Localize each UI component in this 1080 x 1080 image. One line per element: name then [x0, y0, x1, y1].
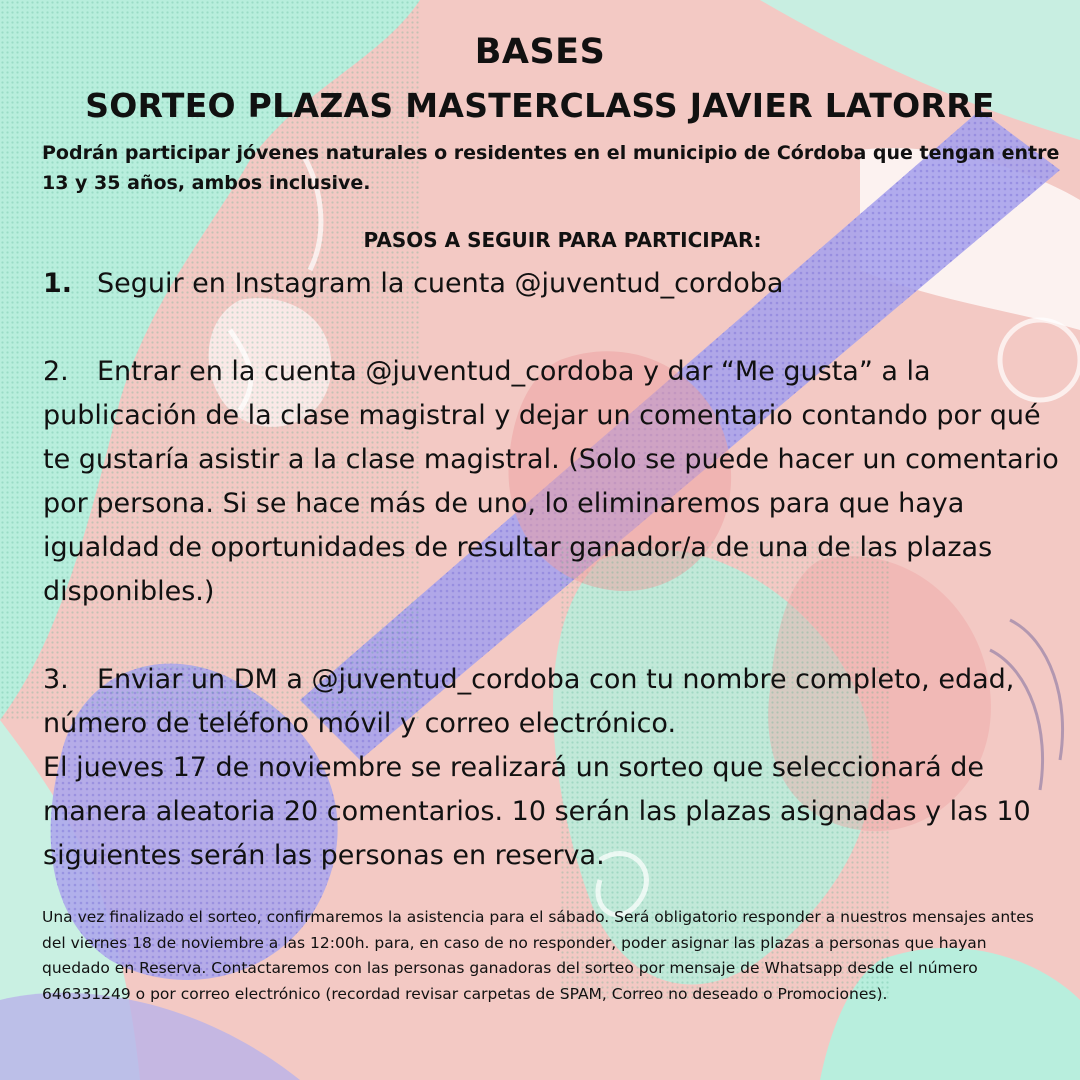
step-number: 3. [43, 664, 69, 695]
steps-heading: PASOS A SEGUIR PARA PARTICIPAR: [363, 228, 762, 252]
step-number: 2. [43, 356, 69, 387]
step-text: Entrar en la cuenta @juventud_cordoba y dar “Me gusta” a la publicación de la clase magistral y dejar un comentario contando por qué te gustaría asistir a la clase magistral. (Solo se puede hacer un comentario por persona. Si se hace más de uno, lo eliminaremos para que haya igualdad de oportunidades de resultar ganador/a de una de las plazas disponibles.) [43, 356, 1059, 607]
steps-list [43, 262, 1073, 878]
draw-info: El jueves 17 de noviembre se realizará un sorteo que seleccionará de manera aleatoria 20 comentarios. 10 serán las plazas asignadas y las 10 siguientes serán las personas en reserva. [43, 752, 1031, 871]
step-text: Seguir en Instagram la cuenta @juventud_cordoba [97, 268, 784, 299]
step-number: 1. [43, 268, 73, 299]
footer-note: Una vez finalizado el sorteo, confirmaremos la asistencia para el sábado. Será obligatorio responder a nuestros mensajes antes del viernes 18 de noviembre a las 12:00h. para, en caso de no responder, poder asignar las plazas a personas que hayan quedado en Reserva. Contactaremos con las personas ganadoras del sorteo por mensaje de Whatsapp desde el número 646331249 o por correo electrónico (recordad revisar carpetas de SPAM, Correo no deseado o Promociones). [42, 908, 1034, 1003]
eligibility-text: Podrán participar jóvenes naturales o residentes en el municipio de Córdoba que tengan entre 13 y 35 años, ambos inclusive. [42, 142, 1060, 194]
step-item-1 [43, 262, 1073, 306]
page-title: BASES [474, 32, 606, 72]
step-text: Enviar un DM a @juventud_cordoba con tu nombre completo, edad, número de teléfono móvil y correo electrónico. [43, 664, 1015, 739]
step-item-3 [43, 658, 1073, 746]
step-item-2 [43, 350, 1073, 614]
page-subtitle: SORTEO PLAZAS MASTERCLASS JAVIER LATORRE [85, 86, 995, 125]
